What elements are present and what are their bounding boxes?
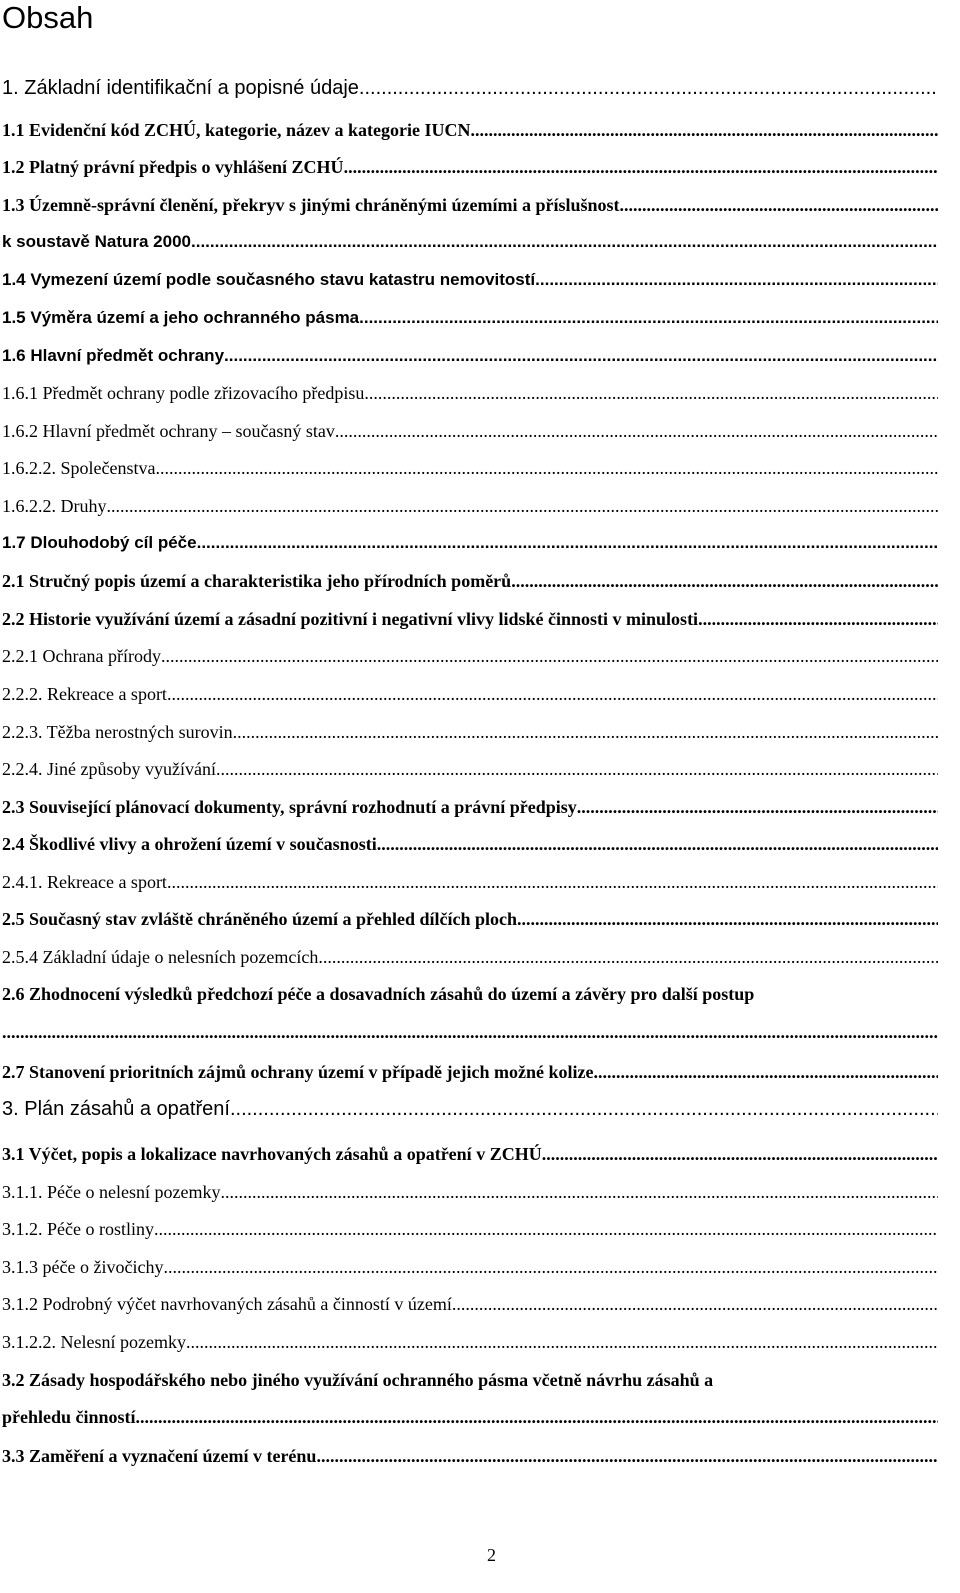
toc-leader-dots xyxy=(359,77,938,100)
toc-entry[interactable] xyxy=(2,458,938,479)
toc-entry-label: 1.6.2 Hlavní předmět ochrany – současný stav xyxy=(2,421,335,441)
toc-entry-label: 2.4.1. Rekreace a sport xyxy=(2,872,167,892)
toc-entry[interactable] xyxy=(2,1257,938,1278)
toc-leader-dots xyxy=(186,1332,938,1353)
toc-leader-dots xyxy=(335,421,938,442)
toc-entry[interactable] xyxy=(2,759,938,780)
toc-leader-dots xyxy=(216,759,938,780)
toc-entry-label: 1.2 Platný právní předpis o vyhlášení ZCHÚ xyxy=(2,157,344,177)
toc-entry-label: 1.6.1 Předmět ochrany podle zřizovacího předpisu xyxy=(2,383,365,403)
toc-entry[interactable] xyxy=(2,984,754,1005)
toc-entry-label: přehledu činností xyxy=(2,1407,136,1427)
toc-entry[interactable] xyxy=(2,1294,938,1315)
toc-leader-dots xyxy=(136,1407,938,1428)
toc-entry[interactable] xyxy=(2,571,938,592)
toc-entry[interactable] xyxy=(2,421,938,442)
toc-entry[interactable] xyxy=(2,308,938,328)
toc-leader-dots xyxy=(230,1098,938,1121)
toc-entry[interactable] xyxy=(2,195,938,216)
toc-entry-label: 2.7 Stanovení prioritních zájmů ochrany území v případě jejich možné kolize xyxy=(2,1062,594,1082)
toc-entry[interactable] xyxy=(2,684,938,705)
toc-leader-dots xyxy=(511,571,938,592)
toc-entry-continuation[interactable] xyxy=(2,1407,938,1428)
toc-leader-dots xyxy=(542,1144,938,1165)
toc-leader-dots xyxy=(316,1446,938,1467)
toc-leader-dots xyxy=(577,797,938,818)
toc-entry-label: 2.2.2. Rekreace a sport xyxy=(2,684,167,704)
toc-leader-dots xyxy=(155,458,938,479)
toc-leader-dots xyxy=(220,1182,938,1203)
toc-entry-label: 2.2 Historie využívání území a zásadní pozitivní i negativní vlivy lidské činnosti v minulosti xyxy=(2,609,699,629)
toc-entry-label: 2.5.4 Základní údaje o nelesních pozemcích xyxy=(2,947,319,967)
toc-entry[interactable] xyxy=(2,270,938,290)
toc-entry-label: 2.2.4. Jiné způsoby využívání xyxy=(2,759,216,779)
toc-entry-label: 3.1 Výčet, popis a lokalizace navrhovaných zásahů a opatření v ZCHÚ xyxy=(2,1144,542,1164)
toc-entry-label: 2.1 Stručný popis území a charakteristika jeho přírodních poměrů xyxy=(2,571,512,591)
toc-entry-label: 3.1.2. Péče o rostliny xyxy=(2,1219,154,1239)
toc-entry[interactable] xyxy=(2,909,938,930)
toc-leader-dots xyxy=(344,157,938,178)
toc-entry[interactable] xyxy=(2,120,938,141)
toc-leader-dots xyxy=(224,346,938,366)
toc-entry[interactable] xyxy=(2,157,938,178)
toc-entry-label: 2.6 Zhodnocení výsledků předchozí péče a dosavadních zásahů do území a závěry pro další postup xyxy=(2,984,755,1004)
toc-entry-label: 1.6 Hlavní předmět ochrany xyxy=(2,346,225,365)
toc-leader-dots xyxy=(161,646,938,667)
toc-leader-dots xyxy=(593,1062,938,1083)
toc-entry-label: 3.2 Zásady hospodářského nebo jiného využívání ochranného pásma včetně návrhu zásahů a xyxy=(2,1370,714,1390)
toc-entry[interactable] xyxy=(2,646,938,667)
toc-entry[interactable] xyxy=(2,1182,938,1203)
toc-entry-label: 1.1 Evidenční kód ZCHÚ, kategorie, název a kategorie IUCN xyxy=(2,120,471,140)
toc-entry-label: k soustavě Natura 2000 xyxy=(2,232,191,251)
toc-entry[interactable] xyxy=(2,1332,938,1353)
toc-entry-label: 1.7 Dlouhodobý cíl péče xyxy=(2,533,197,552)
toc-entry[interactable] xyxy=(2,1219,938,1240)
toc-entry[interactable] xyxy=(2,1446,938,1467)
toc-entry-label: 2.2.1 Ochrana přírody xyxy=(2,646,161,666)
toc-entry-label: 1.6.2.2. Společenstva xyxy=(2,458,156,478)
toc-entry-label: 1. Základní identifikační a popisné údaje xyxy=(2,77,359,99)
toc-leader-dots xyxy=(191,232,938,252)
page-number: 2 xyxy=(487,1545,496,1565)
toc-entry-label: 1.4 Vymezení území podle současného stavu katastru nemovitostí xyxy=(2,270,536,289)
toc-leader-dots xyxy=(377,834,938,855)
toc-leader-dots xyxy=(364,383,938,404)
page-title: Obsah xyxy=(2,0,94,35)
toc-leader-dots xyxy=(470,120,938,141)
toc-entry[interactable] xyxy=(2,872,938,893)
toc-entry-label: 2.5 Současný stav zvláště chráněného území a přehled dílčích ploch xyxy=(2,909,518,929)
toc-leader-dots xyxy=(619,195,938,216)
toc-entry[interactable] xyxy=(2,1370,713,1391)
toc-entry[interactable] xyxy=(2,383,938,404)
toc-entry-label: 1.6.2.2. Druhy xyxy=(2,496,107,516)
toc-leader-dots xyxy=(167,684,938,705)
toc-leader-dots xyxy=(535,270,938,290)
toc-leader-dots xyxy=(197,533,938,553)
toc-entry-label: 3.3 Zaměření a vyznačení území v terénu xyxy=(2,1446,317,1466)
toc-entry-label: 3.1.2 Podrobný výčet navrhovaných zásahů a činností v území xyxy=(2,1294,452,1314)
toc-entry-label: 3.1.3 péče o živočichy xyxy=(2,1257,164,1277)
toc-leader-dots xyxy=(359,308,938,328)
toc-entry-label: 3.1.1. Péče o nelesní pozemky xyxy=(2,1182,221,1202)
toc-entry[interactable] xyxy=(2,496,938,517)
toc-leader-dots xyxy=(163,1257,938,1278)
toc-leader-dots xyxy=(154,1219,938,1240)
toc-leader-dots xyxy=(698,609,938,630)
toc-entry[interactable] xyxy=(2,609,938,630)
toc-leader-dots xyxy=(167,872,938,893)
toc-entry-label: 2.4 Škodlivé vlivy a ohrožení území v současnosti xyxy=(2,834,377,854)
toc-entry-label: 2.2.3. Těžba nerostných surovin xyxy=(2,722,233,742)
toc-leader-dots xyxy=(318,947,938,968)
toc-entry[interactable] xyxy=(2,722,938,743)
toc-leader-dots xyxy=(2,1022,938,1043)
toc-entry[interactable] xyxy=(2,1098,938,1121)
toc-entry[interactable] xyxy=(2,533,938,553)
toc-leader-dots xyxy=(517,909,938,930)
toc-leader-dots xyxy=(107,496,939,517)
toc-entry-label: 1.3 Územně-správní členění, překryv s jinými chráněnými územími a příslušnost xyxy=(2,195,620,215)
toc-entry-label: 3. Plán zásahů a opatření xyxy=(2,1098,230,1120)
toc-entry[interactable] xyxy=(2,1062,938,1083)
toc-entry[interactable] xyxy=(2,1144,938,1165)
toc-entry-label: 3.1.2.2. Nelesní pozemky xyxy=(2,1332,186,1352)
toc-entry[interactable] xyxy=(2,346,938,366)
toc-entry-label: 1.5 Výměra území a jeho ochranného pásma xyxy=(2,308,360,327)
toc-leader-dots xyxy=(452,1294,938,1315)
toc-leader-dots xyxy=(233,722,938,743)
toc-entry[interactable] xyxy=(2,77,938,100)
toc-entry-continuation[interactable] xyxy=(2,1022,938,1043)
toc-entry[interactable] xyxy=(2,232,938,252)
toc-entry[interactable] xyxy=(2,797,938,818)
toc-entry-label: 2.3 Související plánovací dokumenty, správní rozhodnutí a právní předpisy xyxy=(2,797,577,817)
toc-entry[interactable] xyxy=(2,834,938,855)
toc-entry[interactable] xyxy=(2,947,938,968)
